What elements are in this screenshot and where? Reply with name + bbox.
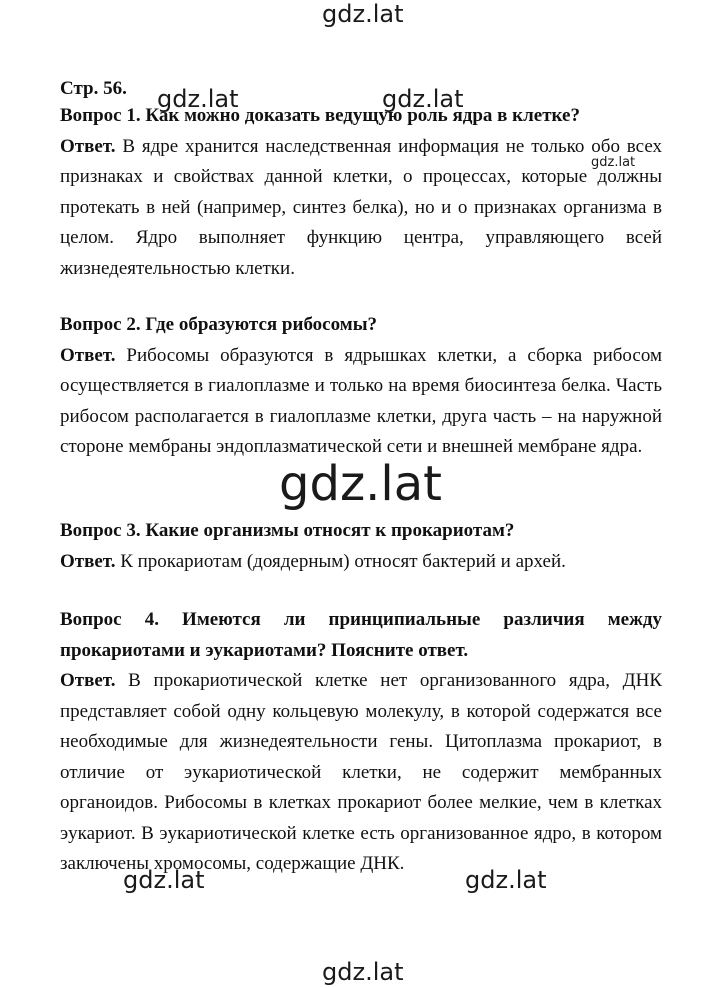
question-1-title: Вопрос 1. Как можно доказать ведущую роль ядра в клетке? [60, 105, 580, 126]
watermark-bottom-right: gdz.lat [465, 866, 547, 894]
question-block-1 [60, 101, 662, 284]
watermark-bottom-left: gdz.lat [123, 866, 205, 894]
answer-4-text: В прокариотической клетке нет организованного ядра, ДНК представляет собой одну кольцевую молекулу, в которой содержатся все необходимые для жизнедеятельности гены. Цитоплазма прокариот, в отличие от эукариотической клетки, не содержит мембранных органоидов. Рибосомы в клетках прокариот более мелкие, чем в клетках эукариот. В эукариотической клетке есть организованное ядро, в котором заключены хромосомы, содержащие ДНК. [60, 670, 662, 874]
page-label-block [60, 74, 662, 105]
page-label: Стр. 56. [60, 78, 127, 99]
answer-1-label: Ответ. [60, 135, 116, 157]
answer-1-text: В ядре хранится наследственная информация не только обо всех признаках и свойствах данной клетки, о процессах, которые должны протекать в ней (например, синтез белка), но и о признаках организма в целом. Ядро выполняет функцию центра, управляющего всей жизнедеятельностью клетки. [60, 135, 662, 279]
answer-3-text: К прокариотам (доядерным) относят бактерий и архей. [115, 550, 566, 572]
question-3-title: Вопрос 3. Какие организмы относят к прокариотам? [60, 520, 515, 541]
answer-4 [60, 666, 662, 880]
answer-2 [60, 341, 662, 463]
question-4-title-line-1: Вопрос 4. Имеются ли принципиальные различия между [60, 609, 662, 630]
question-2-title: Вопрос 2. Где образуются рибосомы? [60, 314, 378, 335]
watermark-left: gdz.lat [157, 85, 239, 113]
watermark-top: gdz.lat [322, 0, 404, 28]
answer-1 [60, 132, 662, 285]
question-block-2 [60, 310, 662, 463]
question-block-3 [60, 516, 662, 577]
question-4-title-line-2: прокариотами и эукариотами? Поясните ответ. [60, 639, 469, 661]
watermark-large: gdz.lat [279, 456, 442, 512]
answer-2-label: Ответ. [60, 344, 116, 366]
watermark-small: gdz.lat [591, 155, 636, 170]
watermark-bottom: gdz.lat [322, 958, 404, 986]
answer-3-label: Ответ. [60, 550, 116, 572]
question-block-4 [60, 605, 662, 880]
answer-3 [60, 547, 662, 578]
answer-2-text: Рибосомы образуются в ядрышках клетки, а сборка рибосом осуществляется в гиалоплазме и только на время биосинтеза белка. Часть рибосом располагается в гиалоплазме клетки, друга часть – на наружной стороне мембраны эндоплазматической сети и внешней мембране ядра. [60, 344, 662, 457]
watermark-center: gdz.lat [382, 85, 464, 113]
answer-4-label: Ответ. [60, 670, 116, 691]
